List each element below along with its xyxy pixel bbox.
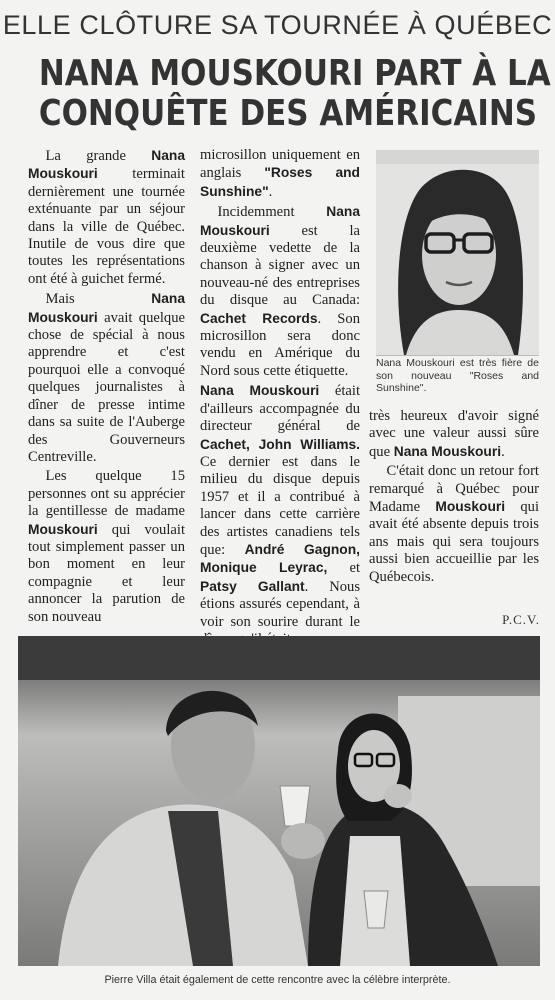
- headline-line-1: NANA MOUSKOURI PART À LA: [38, 53, 551, 94]
- article-column-2: [200, 147, 360, 650]
- paragraph: très heureux d'avoir signé avec une valeur aussi sûre que Nana Mouskouri.: [369, 408, 539, 460]
- paragraph: Incidemment Nana Mouskouri est la deuxième vedette de la chanson à signer avec un nouveau-né des entreprises du disque au Canada: Cachet Records. Son microsillon sera donc vendu en Amérique du Nord sous cette étiquette.: [200, 204, 360, 379]
- article-column-3: [369, 408, 539, 588]
- article-column-1: [28, 147, 185, 628]
- paragraph: C'était donc un retour fort remarqué à Québec pour Madame Mouskouri qui avait été absente depuis trois ans mais qui sera toujours aussi bien accueillie par les Québecois.: [369, 463, 539, 585]
- paragraph: microsillon uniquement en anglais "Roses and Sunshine".: [200, 147, 360, 200]
- article-headline: [38, 53, 551, 134]
- paragraph: La grande Nana Mouskouri terminait dernièrement une tournée exténuante par un séjour dans la ville de Québec. Inutile de vous dire que toutes les représentations ont été à guichet fermé.: [28, 148, 185, 287]
- author-signature: P.C.V.: [502, 612, 540, 627]
- headline-line-2: CONQUÊTE DES AMÉRICAINS: [38, 93, 538, 134]
- portrait-caption: Nana Mouskouri est très fière de son nouveau "Roses and Sunshine".: [376, 357, 539, 394]
- paragraph: Les quelque 15 personnes ont su apprécier la gentillesse de madame Mouskouri qui voulait tout simplement passer un bon moment en leur compagnie et leur annoncer la parution de son nouveau: [28, 468, 185, 625]
- event-photo: [18, 636, 540, 966]
- photo-caption: Pierre Villa était également de cette rencontre avec la célèbre interprète.: [104, 974, 451, 986]
- paragraph: Nana Mouskouri était d'ailleurs accompagnée du directeur général de Cachet, John Williams. Ce dernier est dans le milieu du disque depuis 1957 et il a contribué à lancer dans cette carrière des artistes canadiens tels que: André Gagnon, Monique Leyrac, et Patsy Gallant. Nous étions assurés cependant, à voir son sourire durant le: [200, 383, 360, 630]
- portrait-photo: [376, 150, 539, 356]
- paragraph: Mais Nana Mouskouri avait quelque chose de spécial à nous apprendre et c'est pourquoi elle a convoqué quelques journalistes à dîner de presse intime dans sa suite de l'Auberge des Gouverneurs Centreville.: [28, 291, 185, 465]
- article-kicker: ELLE CLÔTURE SA TOURNÉE À QUÉBEC: [2, 10, 553, 40]
